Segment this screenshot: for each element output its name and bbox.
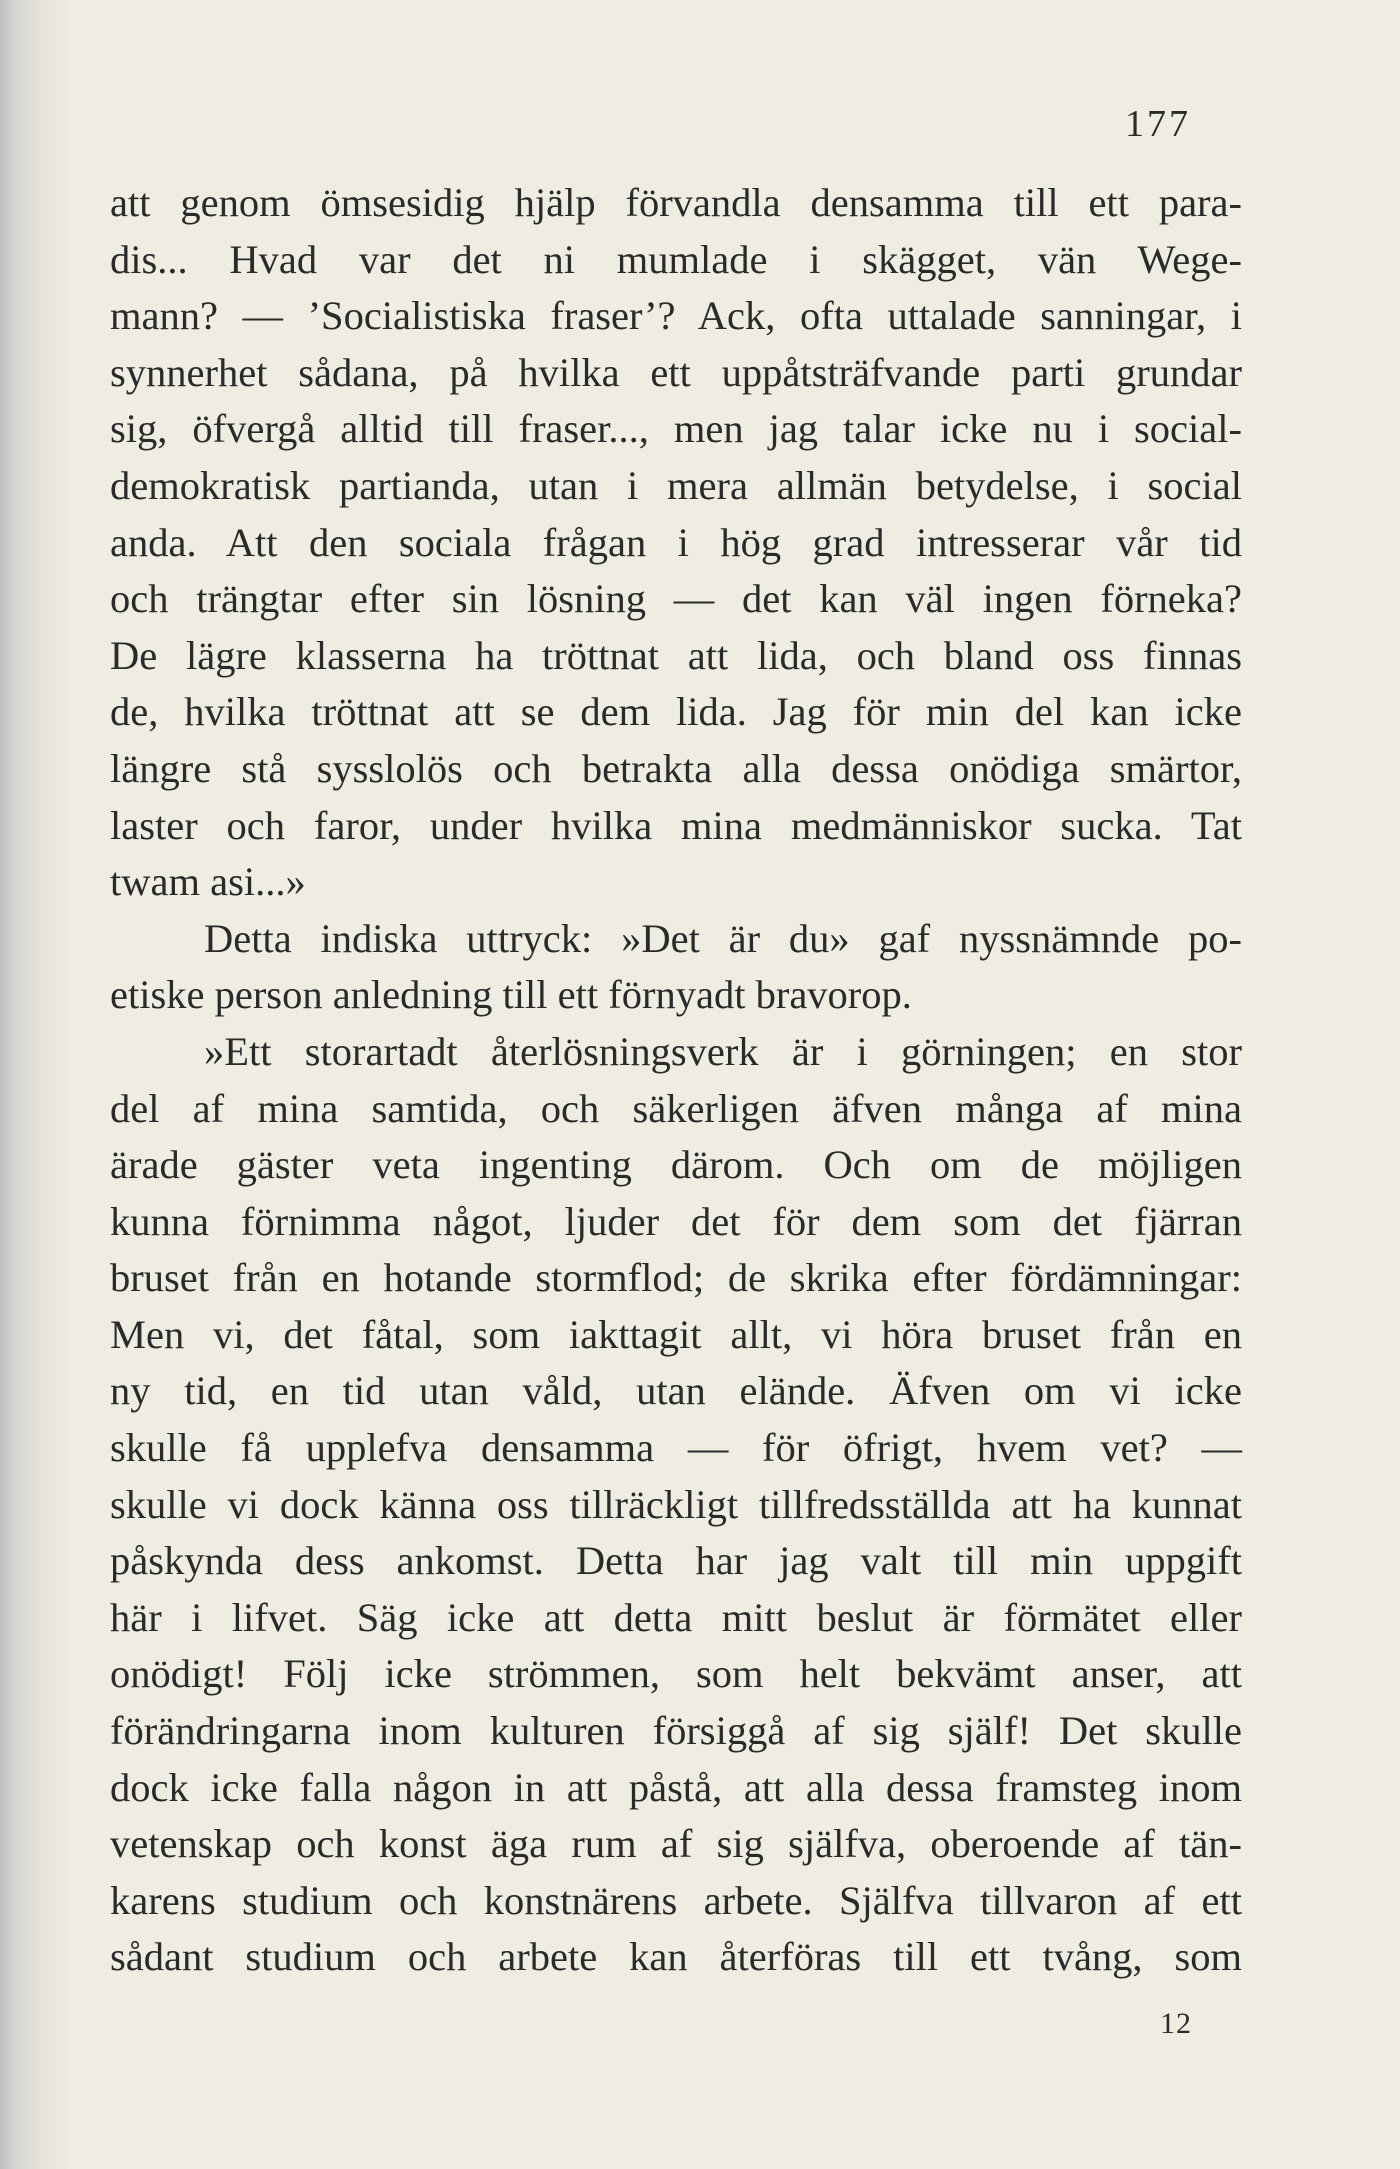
text-line: etiske person anledning till ett förnyadt bravorop. bbox=[110, 972, 912, 1018]
text-line: synnerhet sådana, på hvilka ett uppåtsträfvande parti grundar bbox=[110, 349, 1242, 395]
text-line: twam asi...» bbox=[110, 859, 306, 905]
text-line: dis... Hvad var det ni mumlade i skägget, vän Wege- bbox=[110, 236, 1242, 282]
text-line: demokratisk partianda, utan i mera allmän betydelse, i social bbox=[110, 462, 1242, 508]
page-number: 177 bbox=[1125, 103, 1191, 145]
text-line: vetenskap och konst äga rum af sig själfva, oberoende af tän- bbox=[110, 1821, 1242, 1867]
text-line: laster och faror, under hvilka mina medmänniskor sucka. Tat bbox=[110, 802, 1242, 848]
text-line: kunna förnimma något, ljuder det för dem som det fjärran bbox=[110, 1198, 1242, 1244]
text-line: Men vi, det fåtal, som iakttagit allt, vi höra bruset från en bbox=[110, 1311, 1242, 1357]
text-line: De lägre klasserna ha tröttnat att lida, och bland oss finnas bbox=[110, 632, 1242, 678]
text-line: mann? — ’Socialistiska fraser’? Ack, ofta uttalade sanningar, i bbox=[110, 293, 1242, 339]
text-line: skulle få upplefva densamma — för öfrigt, hvem vet? — bbox=[110, 1425, 1242, 1471]
text-line: dock icke falla någon in att påstå, att alla dessa framsteg inom bbox=[110, 1764, 1242, 1810]
text-line: »Ett storartadt återlösningsverk är i görningen; en stor bbox=[204, 1028, 1242, 1074]
body-text bbox=[110, 175, 1242, 1986]
text-line: ny tid, en tid utan våld, utan elände. Äfven om vi icke bbox=[110, 1368, 1242, 1414]
text-line: de, hvilka tröttnat att se dem lida. Jag för min del kan icke bbox=[110, 689, 1242, 735]
page-gutter-shadow bbox=[0, 0, 66, 2169]
signature-mark: 12 bbox=[1160, 2007, 1192, 2040]
text-line: sig, öfvergå alltid till fraser..., men jag talar icke nu i social- bbox=[110, 406, 1242, 452]
text-line: sådant studium och arbete kan återföras till ett tvång, som bbox=[110, 1934, 1242, 1980]
text-line: längre stå sysslolös och betrakta alla dessa onödiga smärtor, bbox=[110, 745, 1242, 791]
text-line: onödigt! Följ icke strömmen, som helt bekvämt anser, att bbox=[110, 1651, 1242, 1697]
text-line: och trängtar efter sin lösning — det kan väl ingen förneka? bbox=[110, 576, 1242, 622]
text-line: skulle vi dock känna oss tillräckligt tillfredsställda att ha kunnat bbox=[110, 1481, 1242, 1527]
text-line: karens studium och konstnärens arbete. Själfva tillvaron af ett bbox=[110, 1877, 1242, 1923]
text-line: förändringarna inom kulturen försiggå af sig själf! Det skulle bbox=[110, 1708, 1242, 1754]
text-line: bruset från en hotande stormflod; de skrika efter fördämningar: bbox=[110, 1255, 1242, 1301]
text-line: här i lifvet. Säg icke att detta mitt beslut är förmätet eller bbox=[110, 1594, 1242, 1640]
text-line: ärade gäster veta ingenting därom. Och om de möjligen bbox=[110, 1142, 1242, 1188]
text-line: Detta indiska uttryck: »Det är du» gaf nyssnämnde po- bbox=[204, 915, 1242, 961]
text-line: att genom ömsesidig hjälp förvandla densamma till ett para- bbox=[110, 180, 1242, 225]
text-line: anda. Att den sociala frågan i hög grad intresserar vår tid bbox=[110, 519, 1242, 565]
text-line: påskynda dess ankomst. Detta har jag valt till min uppgift bbox=[110, 1538, 1242, 1584]
text-line: del af mina samtida, och säkerligen äfven många af mina bbox=[110, 1085, 1242, 1131]
